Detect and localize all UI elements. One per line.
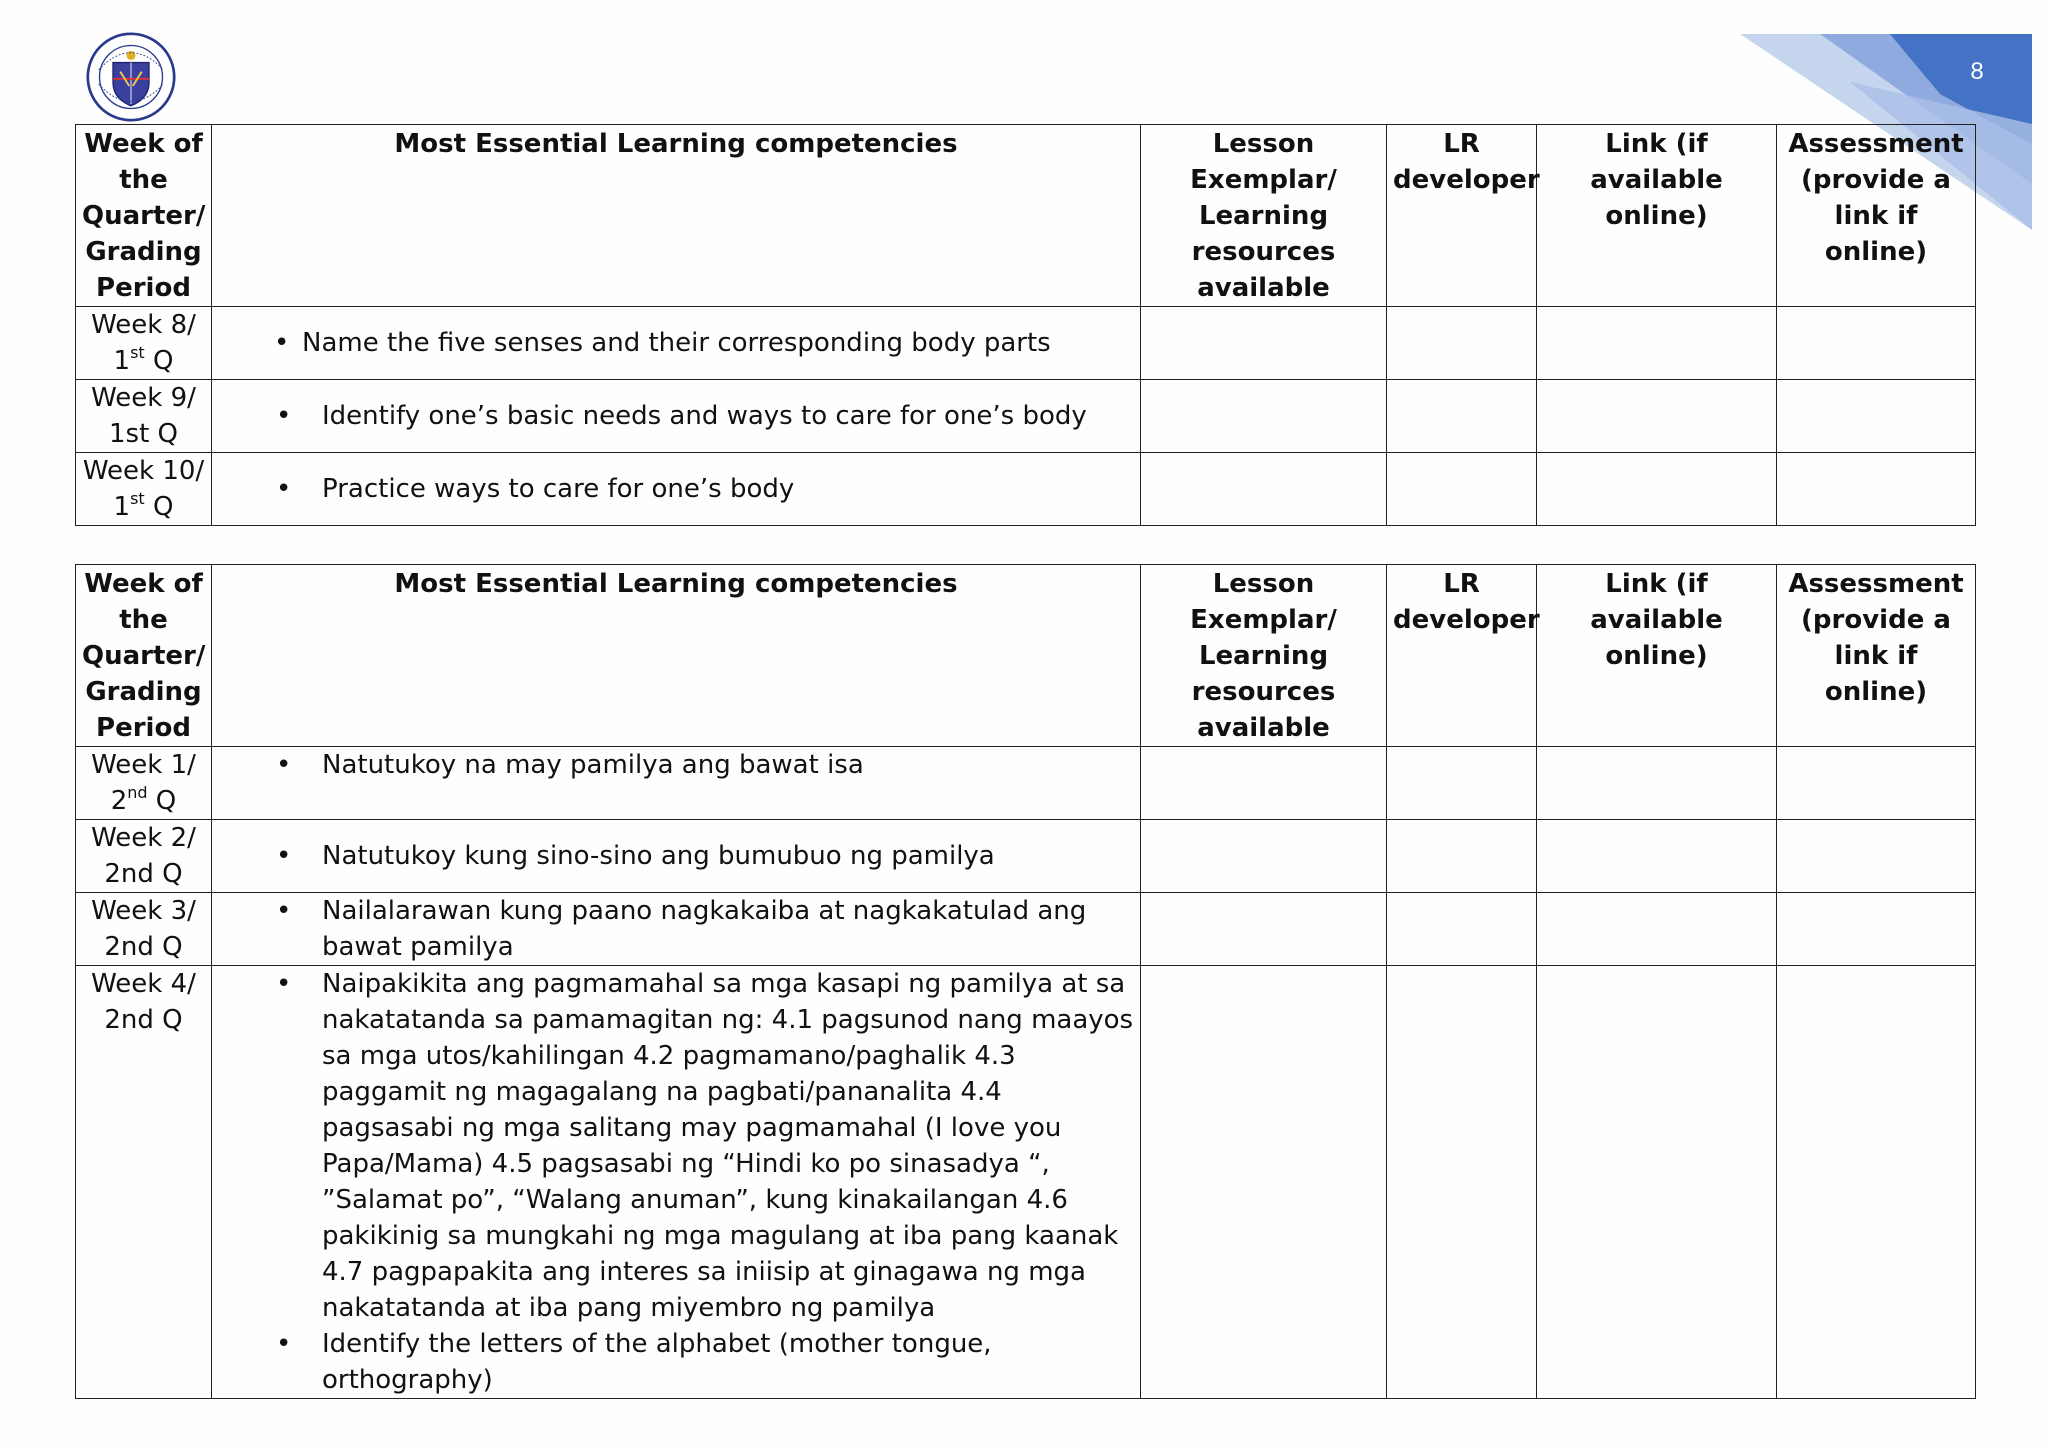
col-developer-header: LR developer (1387, 125, 1537, 307)
table-row (76, 307, 1976, 380)
assessment-cell (1777, 820, 1976, 893)
link-cell (1537, 380, 1777, 453)
lesson-cell (1141, 893, 1387, 966)
developer-cell (1387, 453, 1537, 526)
table-row (76, 453, 1976, 526)
competency-cell (212, 747, 1141, 820)
table-row (76, 966, 1976, 1399)
assessment-cell (1777, 747, 1976, 820)
list-item: • Identify the letters of the alphabet (mother tongue, orthography) (218, 1326, 1134, 1398)
page-number: 8 (1970, 58, 1984, 85)
week-cell: Week 9/ 1st Q (76, 380, 212, 453)
deped-seal-logo (86, 32, 176, 122)
col-assessment-header: Assessment (provide a link if online) (1777, 125, 1976, 307)
assessment-cell (1777, 966, 1976, 1399)
lesson-cell (1141, 966, 1387, 1399)
link-cell (1537, 453, 1777, 526)
competency-cell (212, 966, 1141, 1399)
table-header-row (76, 565, 1976, 747)
lesson-cell (1141, 453, 1387, 526)
table-row (76, 747, 1976, 820)
lesson-cell (1141, 820, 1387, 893)
list-item: • Practice ways to care for one’s body (218, 471, 1134, 507)
col-assessment-header: Assessment (provide a link if online) (1777, 565, 1976, 747)
competency-cell (212, 453, 1141, 526)
developer-cell (1387, 380, 1537, 453)
link-cell (1537, 747, 1777, 820)
list-item: • Naipakikita ang pagmamahal sa mga kasapi ng pamilya at sa nakatatanda sa pamamagitan ng: 4.1 pagsunod nang maayos sa mga utos/kahilingan 4.2 pagmamano/paghalik 4.3 paggamit ng magagalang na pagbati/pananalita 4.4 pagsasabi ng mga salitang may pagmamahal (I love you Papa/Mama) 4.5 pagsasabi ng “Hindi ko po sinasadya “, ”Salamat po”, “Walang anuman”, kung kinakailangan 4.6 pakikinig sa mungkahi ng mga magulang at iba pang kaanak 4.7 pagpapakita ang interes sa iniisip at ginagawa ng mga nakatatanda at iba pang miyembro ng pamilya (218, 966, 1134, 1326)
developer-cell (1387, 307, 1537, 380)
link-cell (1537, 820, 1777, 893)
col-developer-header: LR developer (1387, 565, 1537, 747)
list-item: • Nailalarawan kung paano nagkakaiba at nagkakatulad ang bawat pamilya (218, 893, 1134, 965)
col-lesson-header: Lesson Exemplar/ Learning resources available (1141, 565, 1387, 747)
assessment-cell (1777, 893, 1976, 966)
competency-cell (212, 820, 1141, 893)
week-cell: Week 10/ 1st Q (76, 453, 212, 526)
list-item: • Natutukoy kung sino-sino ang bumubuo ng pamilya (218, 838, 1134, 874)
list-item: • Natutukoy na may pamilya ang bawat isa (218, 747, 1134, 783)
lesson-cell (1141, 380, 1387, 453)
week-cell: Week 4/ 2nd Q (76, 966, 212, 1399)
table-header-row (76, 125, 1976, 307)
col-week-header: Week of the Quarter/ Grading Period (76, 565, 212, 747)
link-cell (1537, 307, 1777, 380)
col-link-header: Link (if available online) (1537, 125, 1777, 307)
col-competencies-header: Most Essential Learning competencies (212, 125, 1141, 307)
week-cell: Week 3/ 2nd Q (76, 893, 212, 966)
week-cell: Week 8/ 1st Q (76, 307, 212, 380)
week-cell: Week 1/ 2nd Q (76, 747, 212, 820)
competencies-table-quarter-1 (75, 124, 1976, 526)
link-cell (1537, 966, 1777, 1399)
lesson-cell (1141, 747, 1387, 820)
col-link-header: Link (if available online) (1537, 565, 1777, 747)
competency-cell (212, 307, 1141, 380)
week-cell: Week 2/ 2nd Q (76, 820, 212, 893)
table-row (76, 893, 1976, 966)
assessment-cell (1777, 453, 1976, 526)
assessment-cell (1777, 307, 1976, 380)
competency-cell (212, 380, 1141, 453)
list-item: • Name the five senses and their corresponding body parts (218, 325, 1134, 361)
col-week-header: Week of the Quarter/ Grading Period (76, 125, 212, 307)
col-lesson-header: Lesson Exemplar/ Learning resources available (1141, 125, 1387, 307)
developer-cell (1387, 820, 1537, 893)
developer-cell (1387, 966, 1537, 1399)
lesson-cell (1141, 307, 1387, 380)
developer-cell (1387, 893, 1537, 966)
link-cell (1537, 893, 1777, 966)
list-item: • Identify one’s basic needs and ways to care for one’s body (218, 398, 1134, 434)
competencies-table-quarter-2 (75, 564, 1976, 1399)
col-competencies-header: Most Essential Learning competencies (212, 565, 1141, 747)
table-row (76, 820, 1976, 893)
competency-cell (212, 893, 1141, 966)
assessment-cell (1777, 380, 1976, 453)
developer-cell (1387, 747, 1537, 820)
table-row (76, 380, 1976, 453)
